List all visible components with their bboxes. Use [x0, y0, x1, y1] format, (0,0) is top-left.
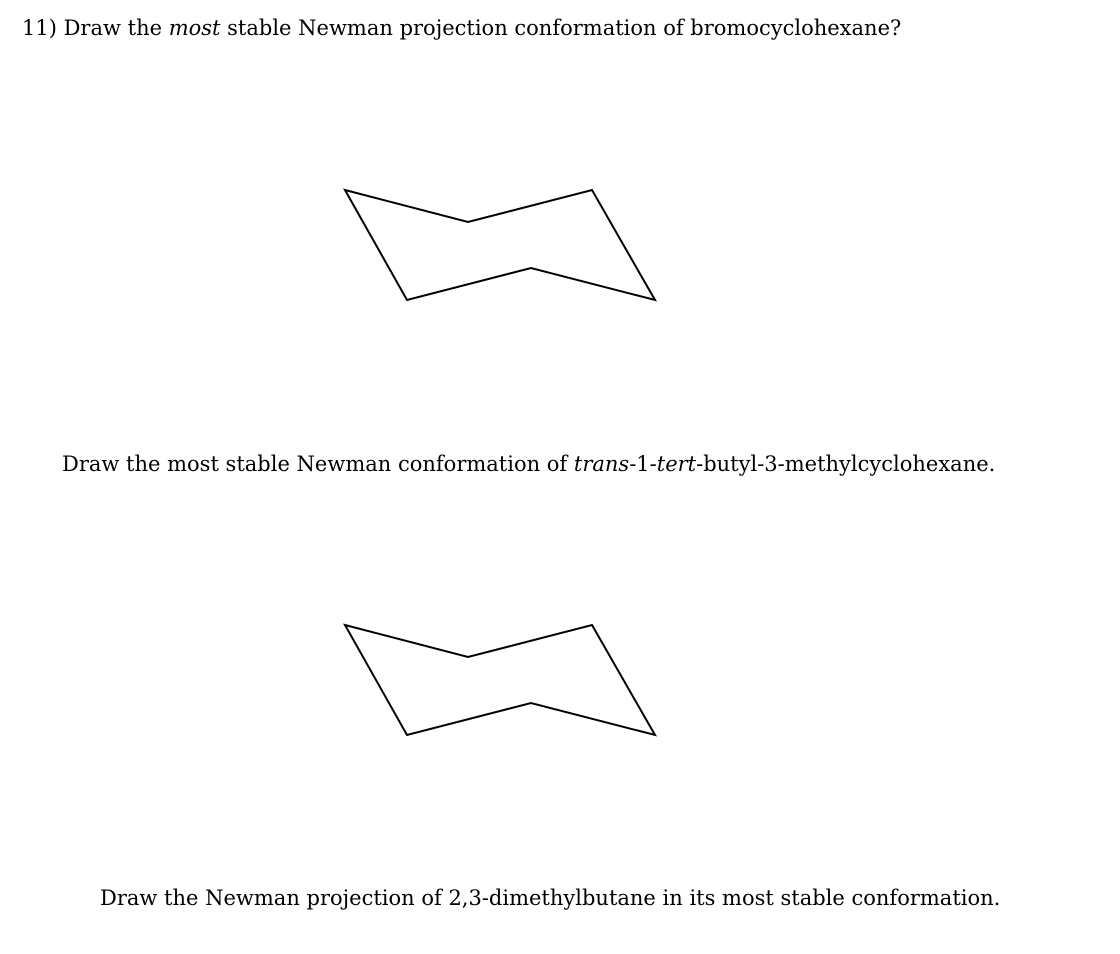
cyclohexane-chair-2 [345, 625, 655, 735]
question-3: Draw the Newman projection of 2,3-dimethylbutane in its most stable conformation. [100, 886, 1001, 910]
cyclohexane-chair-1 [345, 190, 655, 300]
question-2-middle: -1- [629, 452, 657, 476]
question-2-emphasis-trans: trans [573, 452, 630, 476]
question-2-emphasis-tert: tert [656, 452, 697, 476]
question-2-prefix: Draw the most stable Newman conformation of [62, 452, 574, 476]
question-2-suffix: -butyl-3-methylcyclohexane. [696, 452, 996, 476]
question-2 [62, 451, 995, 477]
question-1-prefix: 11) Draw the [22, 16, 169, 40]
question-1-suffix: stable Newman projection conformation of bromocyclohexane? [220, 16, 902, 40]
question-1-emphasis: most [168, 16, 221, 40]
